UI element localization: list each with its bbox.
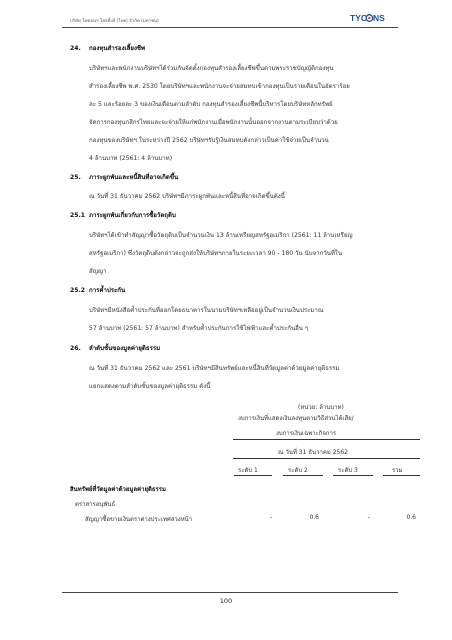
column-header-level-3: ระดับ 3 [338,467,358,474]
svg-text:NS: NS [373,13,385,23]
table-header-rule [233,439,420,440]
paragraph-line: บริษัทฯได้เข้าทำสัญญาซื้อวัตถุดิบเป็นจำนวนเงิน 13 ล้านเหรียญสหรัฐอเมริกา (2561: 11 ล้านเหรียญ [89,232,353,239]
header-company-name: บริษัท ไทคอนฯ โฮลดิ้งส์ (ไทย) จำกัด (มหาชน) [70,19,159,24]
table-row-label: สัญญาซื้อขายเงินตราต่างประเทศล่วงหน้า [85,516,193,523]
section-number: 25.2 [70,287,86,294]
paragraph-line: ณ วันที่ 31 ธันวาคม 2562 บริษัทฯมีภาระผูกพันและหนี้สินที่อาจเกิดขึ้นดังนี้ [89,193,285,200]
column-header-total: รวม [392,467,403,474]
table-group-label: สินทรัพย์ที่วัดมูลค่าด้วยมูลค่ายุติธรรม [70,486,166,493]
paragraph-line: สัญญา [89,268,107,275]
table-header-statement-type: งบการเงินที่แสดงเงินลงทุนตามวิธีส่วนได้เสีย/ [238,415,354,422]
section-number: 24. [70,45,81,52]
paragraph-line: สหรัฐอเมริกา) ซึ่งวัตถุดิบดังกล่าวจะถูกส่งให้บริษัทฯภายในระยะเวลา 90 - 180 วัน นับจากวันที่ใน [89,250,343,257]
column-header-level-2: ระดับ 2 [288,467,308,474]
paragraph-line: บริษัทฯมีหนังสือค้ำประกันที่ออกโดยธนาคารในนามบริษัทฯเหลืออยู่เป็นจำนวนเงินประมาณ [89,307,324,314]
table-cell-level-3: - [367,514,370,521]
section-title: ลำดับชั้นของมูลค่ายุติธรรม [89,345,161,352]
table-subgroup-label: ตราสารอนุพันธ์ [75,501,116,508]
footer-divider [62,592,398,593]
paragraph-line: ณ วันที่ 31 ธันวาคม 2562 และ 2561 บริษัทฯมีสินทรัพย์และหนี้สินที่วัดมูลค่าด้วยมูลค่ายุติธรรม [89,365,340,372]
section-title: ภาระผูกพันเกี่ยวกับการซื้อวัตถุดิบ [89,212,176,219]
paragraph-line: 4 ล้านบาท (2561: 4 ล้านบาท) [89,155,173,162]
section-number: 25.1 [70,212,86,219]
column-header-level-1: ระดับ 1 [238,467,258,474]
svg-text:TYC: TYC [350,13,367,23]
section-title: กองทุนสำรองเลี้ยงชีพ [89,45,146,52]
table-cell-level-1: - [269,514,272,521]
section-title: การค้ำประกัน [89,287,126,294]
company-logo [350,13,388,23]
table-header-rule [233,458,420,459]
section-number: 26. [70,345,81,352]
paragraph-line: กองทุนของบริษัทฯ ในระหว่างปี 2562 บริษัทฯรับรู้เงินสมทบดังกล่าวเป็นค่าใช้จ่ายเป็นจำนวน [89,137,329,144]
column-rule [333,475,373,476]
paragraph-line: แยกแสดงตามลำดับชั้นของมูลค่ายุติธรรม ดังนี้ [89,383,211,390]
header-divider [62,27,398,28]
page-number: 100 [219,597,233,605]
paragraph-line: จัดการกองทุนกสิกรไทยและจะจ่ายให้แก่พนักงานเมื่อพนักงานนั้นออกจากงานตามระเบียบว่าด้วย [89,119,338,126]
column-rule [283,475,323,476]
table-cell-total: 0.6 [406,514,416,521]
paragraph-line: ละ 5 และร้อยละ 3 ของเงินเดือนตามลำดับ กองทุนสำรองเลี้ยงชีพนี้บริหารโดยบริษัทหลักทรัพย์ [89,101,333,108]
paragraph-line: สำรองเลี้ยงชีพ พ.ศ. 2530 โดยบริษัทฯและพนักงานจะจ่ายสมทบเข้ากองทุนเป็นรายเดือนในอัตราร้อย [89,83,350,90]
table-cell-level-2: 0.6 [309,514,319,521]
paragraph-line: 57 ล้านบาท (2561: 57 ล้านบาท) สำหรับค้ำประกันการใช้ไฟฟ้าและค้ำประกันอื่น ๆ [89,325,309,332]
column-rule [383,475,420,476]
table-header-date: ณ วันที่ 31 ธันวาคม 2562 [278,449,348,456]
section-title: ภาระผูกพันและหนี้สินที่อาจเกิดขึ้น [89,174,179,181]
paragraph-line: บริษัทฯและพนักงานบริษัทฯได้ร่วมกันจัดตั้งกองทุนสำรองเลี้ยงชีพขึ้นตามพระราชบัญญัติกองทุน [89,65,334,72]
column-rule [234,475,272,476]
table-unit-label: (หน่วย: ล้านบาท) [298,404,344,411]
table-header-statement-type-2: งบการเงินเฉพาะกิจการ [276,430,337,437]
section-number: 25. [70,174,81,181]
